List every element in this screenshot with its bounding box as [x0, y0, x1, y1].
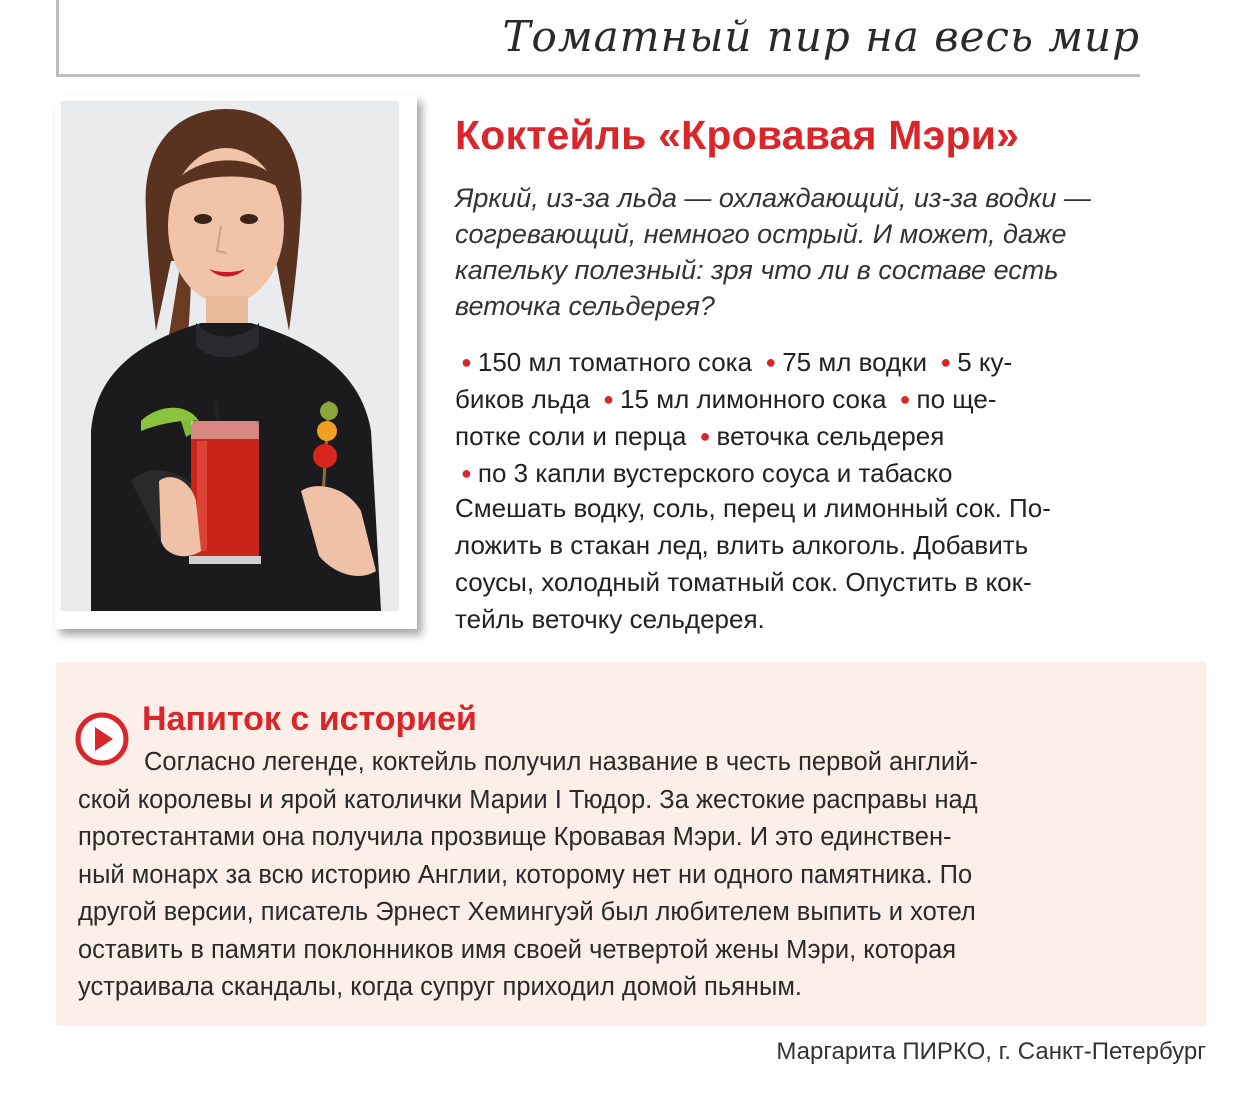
lead-line: веточка сельдерея? [455, 291, 715, 321]
bullet-icon: ● [940, 352, 952, 372]
history-title: Напиток с историей [142, 700, 477, 738]
history-line: Согласно легенде, коктейль получил название в честь первой англий- [144, 748, 978, 776]
method-line: Смешать водку, соль, перец и лимонный сок. По- [455, 493, 1051, 523]
header-rule-horizontal [56, 74, 1140, 77]
ingredient-item: по ще- [916, 384, 997, 414]
history-line: устраивала скандалы, когда супруг приходил домой пьяным. [78, 973, 802, 1001]
author-byline: Маргарита ПИРКО, г. Санкт-Петербург [776, 1038, 1206, 1065]
recipe-lead [455, 180, 1195, 324]
history-line: протестантами она получила прозвище Кровавая Мэри. И это единствен- [78, 823, 952, 851]
ingredients-line [455, 344, 1195, 381]
bullet-icon: ● [461, 352, 472, 372]
history-line: оставить в памяти поклонников имя своей четвертой жены Мэри, которая [78, 935, 957, 964]
woman-with-cocktail-image [61, 101, 399, 611]
bullet-icon: ● [699, 426, 711, 446]
ingredients-line [455, 381, 1195, 418]
ingredients-list [455, 344, 1195, 492]
ingredient-item: биков льда [455, 384, 590, 414]
ingredient-item: 5 ку- [957, 347, 1013, 377]
bullet-icon: ● [899, 389, 911, 409]
lead-line: капельку полезный: зря что ли в составе есть [455, 255, 1059, 285]
method-line: соусы, холодный томатный сок. Опустить в кок- [455, 567, 1032, 597]
lead-line: Яркий, из-за льда — охлаждающий, из-за водки — [455, 183, 1091, 213]
header-rule-vertical [56, 0, 59, 76]
ingredients-line [455, 455, 1195, 492]
method-line: тейль веточку сельдерея. [455, 604, 765, 634]
history-line: ный монарх за всю историю Англии, которому нет ни одного памятника. По [78, 860, 973, 889]
bullet-icon: ● [603, 389, 615, 409]
ingredient-item: 75 мл водки [782, 347, 928, 377]
section-header-title: Томатный пир на весь мир [502, 12, 1140, 61]
lead-line: согревающий, немного острый. И может, даже [455, 219, 1067, 249]
bullet-icon: ● [765, 352, 777, 372]
recipe-photo [55, 95, 417, 629]
ingredients-line [455, 418, 1195, 455]
history-line: другой версии, писатель Эрнест Хемингуэй был любителем выпить и хотел [78, 898, 976, 926]
ingredient-item: веточка сельдерея [716, 421, 945, 451]
ingredient-item: 15 мл лимонного сока [620, 384, 887, 414]
bullet-icon: ● [461, 463, 472, 483]
ingredient-item: 150 мл томатного сока [477, 347, 753, 377]
method-line: ложить в стакан лед, влить алкоголь. Добавить [455, 530, 1029, 560]
recipe-title: Коктейль «Кровавая Мэри» [455, 112, 1020, 158]
history-line: ской королевы и ярой католички Марии I Тюдор. За жестокие расправы над [78, 785, 978, 814]
ingredient-item: потке соли и перца [455, 421, 687, 451]
recipe-method [455, 490, 1195, 638]
history-text [78, 744, 1188, 1007]
ingredient-item: по 3 капли вустерского соуса и табаско [477, 458, 953, 488]
